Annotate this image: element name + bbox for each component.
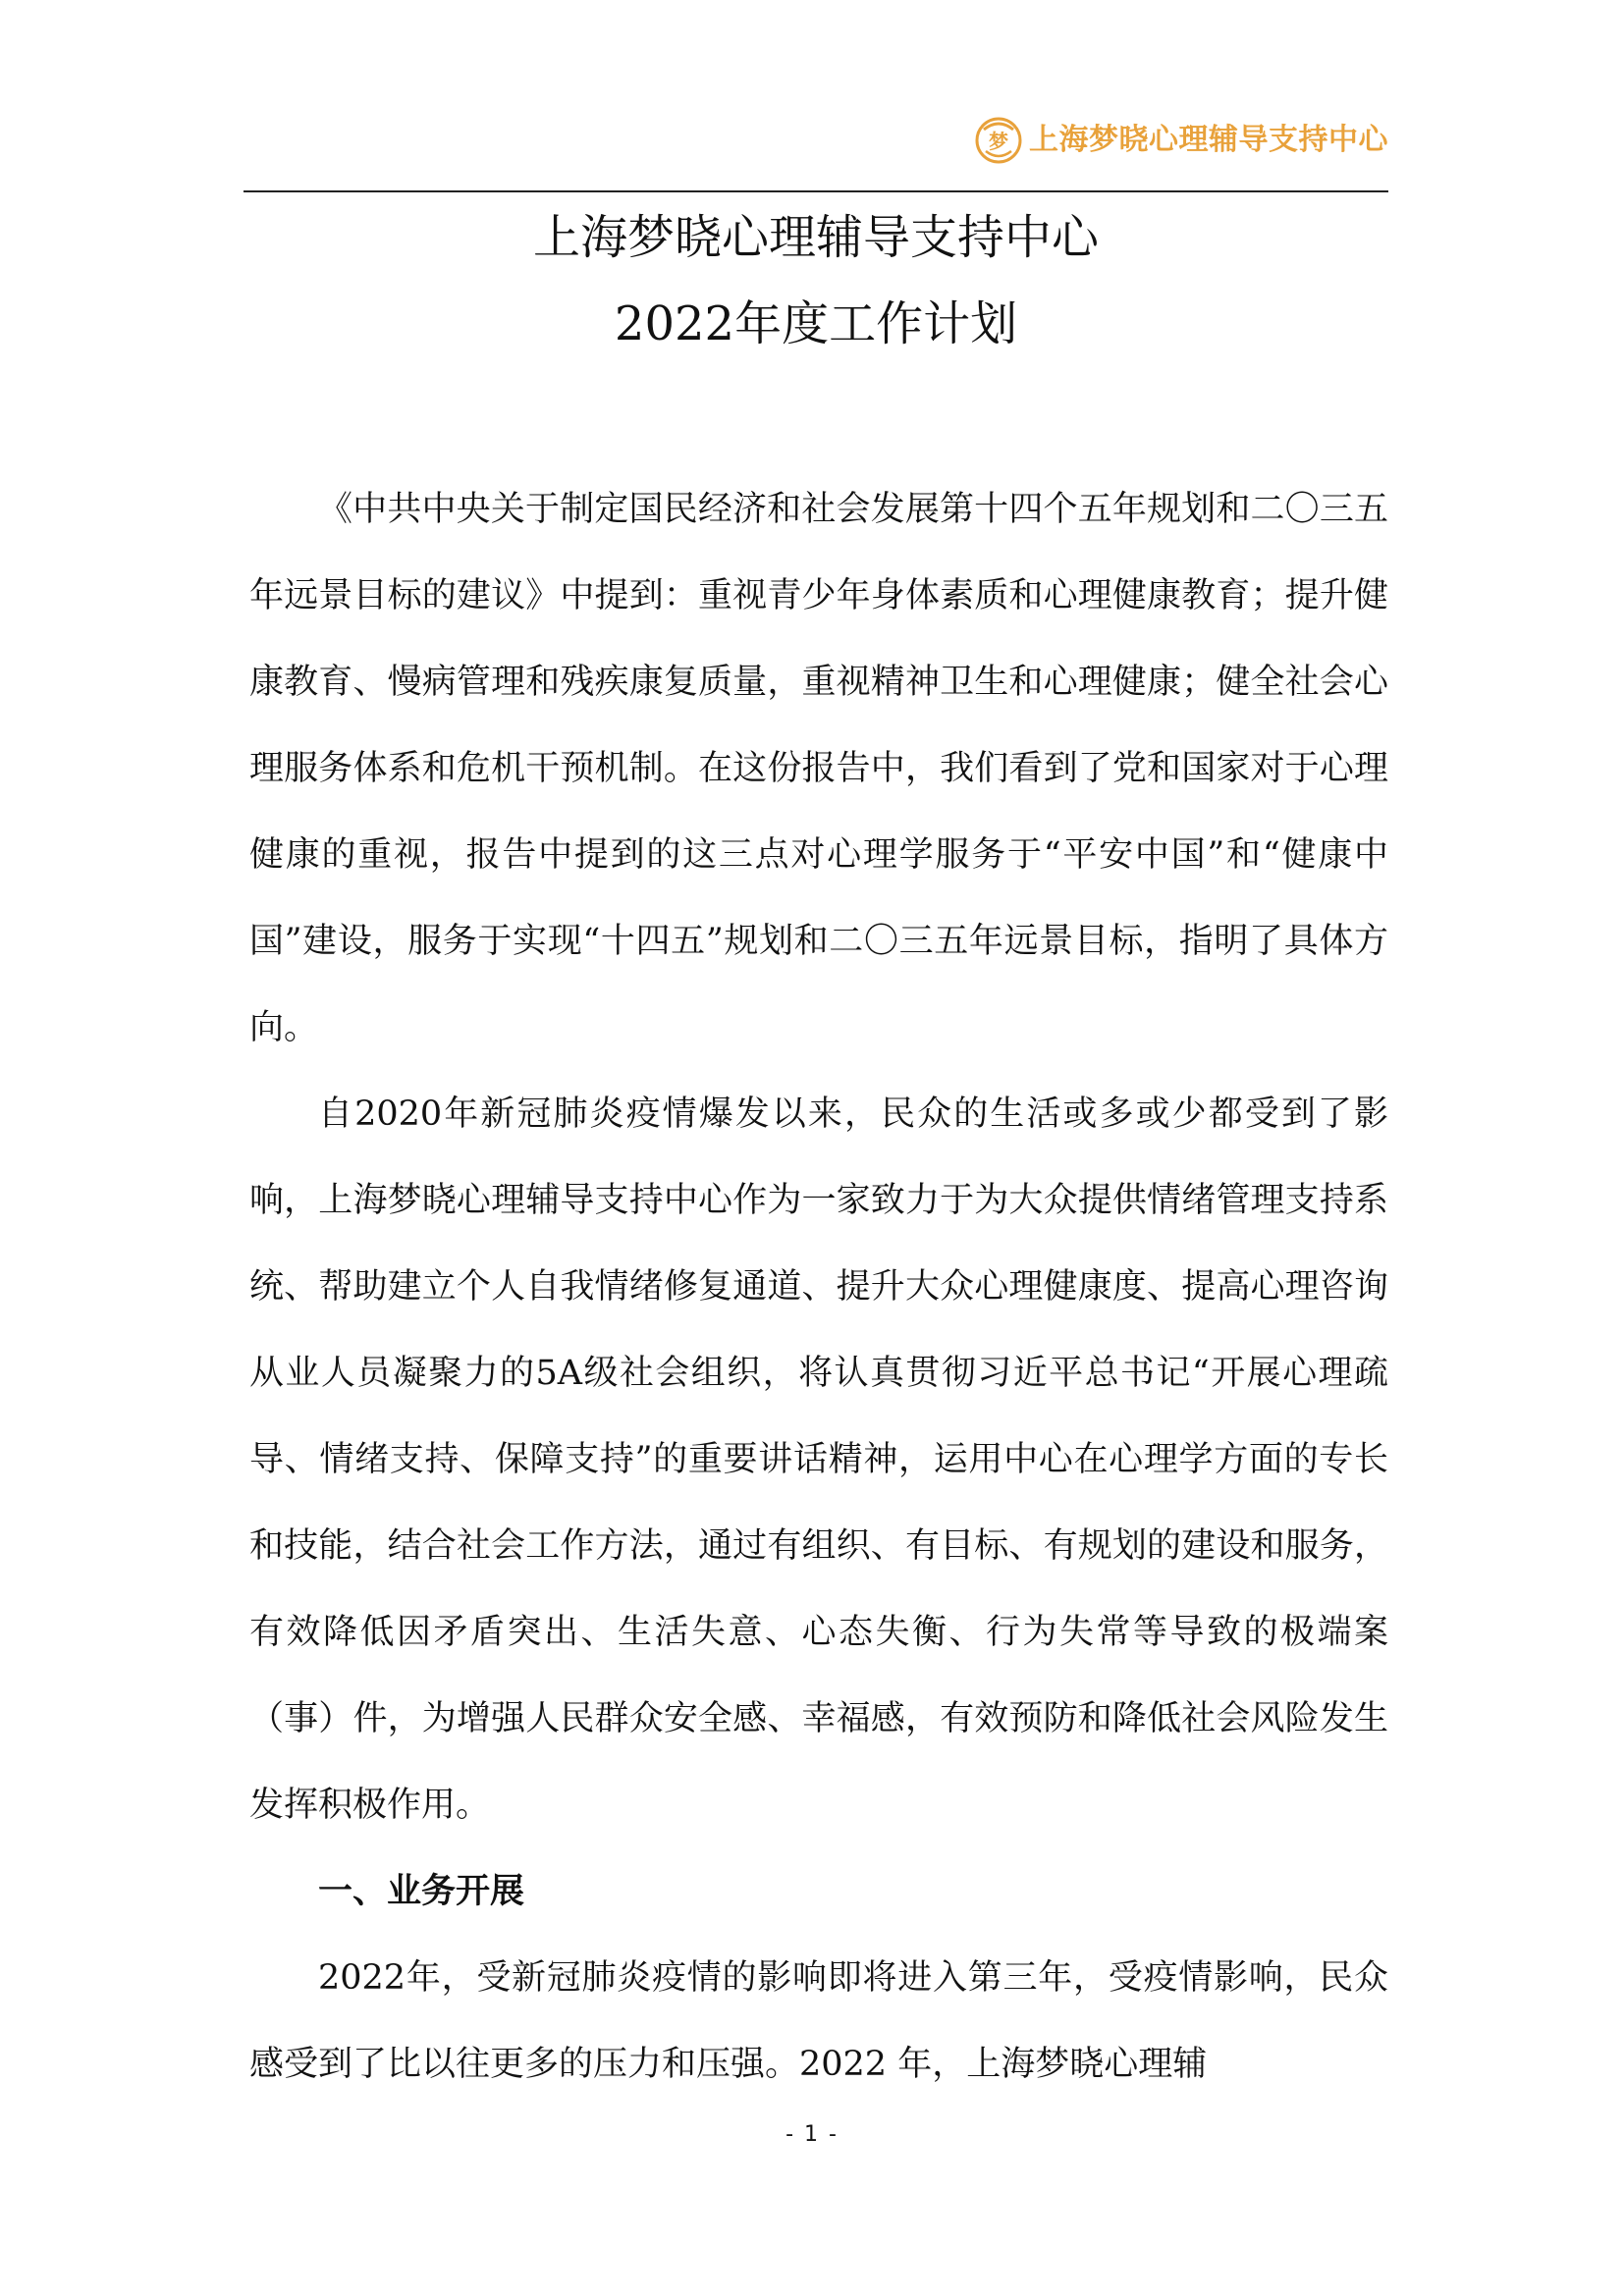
org-logo-icon — [974, 116, 1023, 165]
document-subtitle: 2022年度工作计划 — [614, 296, 1018, 351]
page-header — [244, 108, 1388, 192]
header-org-name: 上海梦晓心理辅导支持中心 — [1029, 123, 1388, 157]
org-logo — [974, 108, 1388, 173]
section-heading-1: 一、业务开展 — [318, 1872, 525, 1911]
document-body — [249, 466, 1388, 2108]
logo-char: 梦 — [989, 130, 1008, 153]
document-title: 上海梦晓心理辅导支持中心 — [532, 210, 1099, 265]
header-divider — [244, 190, 1388, 192]
section-1-paragraph: 2022年，受新冠肺炎疫情的影响即将进入第三年，受疫情影响，民众感受到了比以往更多的压力和压强。2022 年，上海梦晓心理辅 — [249, 1958, 1388, 2084]
body-paragraph-2: 自2020年新冠肺炎疫情爆发以来，民众的生活或多或少都受到了影响，上海梦晓心理辅导支持中心作为一家致力于为大众提供情绪管理支持系统、帮助建立个人自我情绪修复通道、提升大众心理健康度、提高心理咨询从业人员凝聚力的5A级社会组织，将认真贯彻习近平总书记“开展心理疏导、情绪支持、保障支持”的重要讲话精神，运用中心在心理学方面的专长和技能，结合社会工作方法，通过有组织、有目标、有规划的建设和服务，有效降低因矛盾突出、生活失意、心态失衡、行为失常等导致的极端案（事）件，为增强人民群众安全感、幸福感，有效预防和降低社会风险发生发挥积极作用。 — [249, 1095, 1388, 1825]
page-number: - 1 - — [785, 2122, 839, 2147]
body-paragraph-1: 《中共中央关于制定国民经济和社会发展第十四个五年规划和二〇三五年远景目标的建议》中提到：重视青少年身体素质和心理健康教育；提升健康教育、慢病管理和残疾康复质量，重视精神卫生和心理健康；健全社会心理服务体系和危机干预机制。在这份报告中，我们看到了党和国家对于心理健康的重视，报告中提到的这三点对心理学服务于“平安中国”和“健康中国”建设，服务于实现“十四五”规划和二〇三五年远景目标，指明了具体方向。 — [249, 490, 1388, 1047]
